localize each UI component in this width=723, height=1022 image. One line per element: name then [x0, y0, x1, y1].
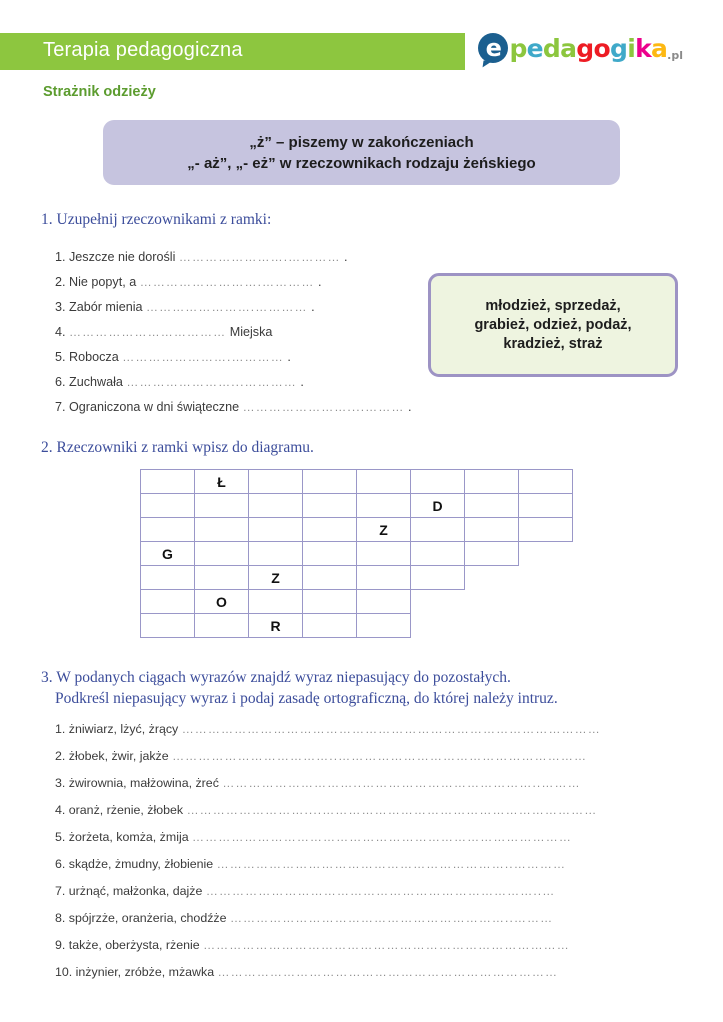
diagram-row	[140, 589, 573, 614]
exercise-3-item	[55, 851, 680, 878]
answer-blank[interactable]: …………………….…………	[178, 250, 341, 264]
diagram-cell-empty[interactable]	[140, 565, 195, 590]
word-bank-line-2: grabież, odzież, podaż,	[474, 317, 632, 333]
answer-blank[interactable]: ……………………....………	[242, 400, 405, 414]
diagram-cell-empty[interactable]	[518, 469, 573, 494]
exercise-1-item-label: 1. Jeszcze nie dorośli	[55, 250, 179, 264]
diagram-cell-empty[interactable]	[248, 541, 303, 566]
diagram-cell-empty[interactable]	[140, 469, 195, 494]
diagram-row	[140, 493, 573, 518]
diagram-cell-filled[interactable]: O	[194, 589, 249, 614]
exercise-3-item	[55, 824, 680, 851]
diagram-row	[140, 541, 573, 566]
logo-letter-5: o	[593, 33, 610, 63]
logo-letter-0: p	[509, 33, 527, 63]
logo-letter-1: e	[526, 33, 543, 63]
logo-letter-2: d	[542, 33, 561, 63]
word-bank-line-1: młodzież, sprzedaż,	[485, 298, 621, 314]
exercise-1-item	[55, 345, 415, 370]
diagram-cell-empty[interactable]	[464, 469, 519, 494]
diagram-cell-empty[interactable]	[464, 517, 519, 542]
diagram-row	[140, 469, 573, 494]
page-header	[0, 0, 723, 100]
logo-letter-6: g	[609, 33, 628, 63]
exercise-1-item-label: 4.	[55, 325, 70, 339]
exercise-3-item-words[interactable]: 6. skądże, żmudny, żłobienie	[55, 857, 217, 871]
diagram-cell-empty[interactable]	[464, 541, 519, 566]
exercise-3-item-words[interactable]: 7. urżnąć, małżonka, dajże	[55, 884, 206, 898]
diagram-cell-empty[interactable]	[194, 517, 249, 542]
exercise-1-item-tail: Miejska	[226, 325, 273, 339]
exercise-1-item-label: 2. Nie popyt, a	[55, 275, 140, 289]
spelling-rule-box	[103, 120, 620, 185]
exercise-1-item-label: 7. Ograniczona w dni świąteczne	[55, 400, 243, 414]
exercise-3-item	[55, 716, 680, 743]
diagram-cell-filled[interactable]: Z	[248, 565, 303, 590]
answer-blank[interactable]: …………………….…………	[146, 300, 308, 314]
exercise-1-item-label: 3. Zabór mienia	[55, 300, 146, 314]
diagram-cell-empty[interactable]	[356, 541, 411, 566]
exercise-3-item-words[interactable]: 10. inżynier, zróbże, mżawka	[55, 965, 218, 979]
diagram-cell-empty[interactable]	[518, 493, 573, 518]
diagram-cell-empty[interactable]	[248, 589, 303, 614]
exercise-1-item	[55, 270, 415, 295]
answer-blank[interactable]: ……………………………………………………………………………………	[181, 722, 601, 736]
answer-blank[interactable]: …………………………………………………………………………	[203, 938, 570, 952]
rule-line-1: „ż” – piszemy w zakończeniach	[249, 133, 474, 151]
answer-blank[interactable]: …………………………..…………………………………..………	[222, 776, 581, 790]
diagram-cell-empty[interactable]	[302, 469, 357, 494]
diagram-cell-empty[interactable]	[248, 469, 303, 494]
diagram-cell-empty[interactable]	[302, 589, 357, 614]
exercise-1-item-tail: .	[283, 350, 291, 364]
diagram-cell-empty[interactable]	[356, 589, 411, 614]
diagram-cell-filled[interactable]: Ł	[194, 469, 249, 494]
answer-blank[interactable]: ……………………………………………………………………	[217, 965, 559, 979]
logo-tld: .pl	[667, 49, 683, 62]
exercise-3-item-words[interactable]: 4. oranż, rżenie, żłobek	[55, 803, 187, 817]
rule-line-2: „- aż”, „- eż” w rzeczownikach rodzaju żeńskiego	[187, 154, 536, 172]
diagram-cell-empty[interactable]	[140, 493, 195, 518]
logo-e-circle-icon: e	[478, 33, 508, 63]
exercise-3-item	[55, 743, 680, 770]
exercise-3-item-words[interactable]: 8. spójrzże, oranżeria, chodźże	[55, 911, 230, 925]
diagram-cell-empty[interactable]	[194, 493, 249, 518]
exercise-1-heading: 1. Uzupełnij rzeczownikami z ramki:	[41, 211, 272, 228]
diagram-cell-empty[interactable]	[464, 493, 519, 518]
exercise-3-item-words[interactable]: 2. żłobek, żwir, jakże	[55, 749, 173, 763]
diagram-cell-empty[interactable]	[302, 493, 357, 518]
diagram-cell-empty[interactable]	[410, 469, 465, 494]
diagram-cell-filled[interactable]: R	[248, 613, 303, 638]
diagram-cell-empty[interactable]	[302, 565, 357, 590]
diagram-cell-empty[interactable]	[248, 517, 303, 542]
diagram-cell-filled[interactable]: Z	[356, 517, 411, 542]
diagram-cell-empty[interactable]	[356, 493, 411, 518]
exercise-1-item-tail: .	[314, 275, 322, 289]
exercise-3-item-words[interactable]: 1. żniwiarz, lżyć, żrący	[55, 722, 182, 736]
exercise-3-list	[55, 716, 680, 986]
crossword-diagram	[140, 469, 573, 638]
exercise-3-heading	[41, 668, 701, 710]
answer-blank[interactable]: ………………………....………………………………………………………	[186, 803, 598, 817]
diagram-cell-empty[interactable]	[248, 493, 303, 518]
diagram-row	[140, 565, 573, 590]
diagram-cell-empty[interactable]	[302, 517, 357, 542]
exercise-3-item	[55, 932, 680, 959]
logo-letter-3: a	[560, 33, 577, 63]
exercise-1-item	[55, 370, 415, 395]
page-title: Terapia pedagogiczna	[43, 39, 243, 61]
exercise-1-item-label: 5. Robocza	[55, 350, 123, 364]
logo-letter-9: a	[651, 33, 668, 63]
diagram-cell-empty[interactable]	[140, 589, 195, 614]
diagram-cell-empty[interactable]	[302, 613, 357, 638]
diagram-cell-empty[interactable]	[302, 541, 357, 566]
diagram-cell-empty[interactable]	[356, 613, 411, 638]
exercise-1-item-tail: .	[307, 300, 315, 314]
exercise-1-item-tail: .	[296, 375, 304, 389]
exercise-1-item-tail: .	[404, 400, 412, 414]
exercise-1-item	[55, 295, 415, 320]
diagram-cell-empty[interactable]	[518, 517, 573, 542]
logo-letter-4: g	[576, 33, 594, 63]
exercise-3-item	[55, 770, 680, 797]
exercise-1-item	[55, 245, 415, 270]
diagram-cell-empty[interactable]	[194, 541, 249, 566]
logo-letter-8: k	[635, 33, 651, 63]
exercise-1-item	[55, 395, 525, 420]
answer-blank[interactable]: ………………………………………………………..………	[229, 911, 554, 925]
answer-blank[interactable]: ……………………...…………	[126, 375, 297, 389]
exercise-3-heading-line-2: Podkreśl niepasujący wyraz i podaj zasadę ortograficzną, do której należy intruz.	[55, 689, 558, 707]
exercise-2-heading: 2. Rzeczowniki z ramki wpisz do diagramu.	[41, 439, 314, 456]
exercise-3-heading-line-1: 3. W podanych ciągach wyrazów znajdź wyraz niepasujący do pozostałych.	[41, 669, 511, 686]
epedagogika-logo	[478, 33, 683, 63]
answer-blank[interactable]: …………………….…………	[122, 350, 284, 364]
answer-blank[interactable]: ………………………………	[69, 325, 227, 339]
diagram-cell-empty[interactable]	[356, 469, 411, 494]
exercise-1-item	[55, 320, 415, 345]
diagram-cell-empty[interactable]	[140, 517, 195, 542]
diagram-row	[140, 613, 573, 638]
answer-blank[interactable]: ……………………….…………	[139, 275, 315, 289]
logo-letter-7: i	[627, 33, 636, 63]
exercise-3-item	[55, 797, 680, 824]
exercise-1-item-label: 6. Zuchwała	[55, 375, 127, 389]
answer-blank[interactable]: ………………………………..…………………………………………………	[172, 749, 588, 763]
answer-blank[interactable]: …………………………………………………………..…………	[216, 857, 567, 871]
exercise-3-item	[55, 878, 680, 905]
diagram-cell-empty[interactable]	[410, 541, 465, 566]
logo-wordmark	[509, 33, 668, 63]
exercise-1-list	[55, 245, 415, 420]
exercise-3-item	[55, 959, 680, 986]
diagram-cell-empty[interactable]	[410, 565, 465, 590]
answer-blank[interactable]: ……………………………………………………………………………	[192, 830, 572, 844]
exercise-1-item-tail: .	[340, 250, 348, 264]
exercise-3-item	[55, 905, 680, 932]
diagram-row	[140, 517, 573, 542]
diagram-cell-empty[interactable]	[140, 613, 195, 638]
diagram-cell-empty[interactable]	[356, 565, 411, 590]
exercise-3-item-words[interactable]: 3. żwirownia, małżowina, żreć	[55, 776, 223, 790]
diagram-cell-filled[interactable]: D	[410, 493, 465, 518]
worksheet-subtitle: Strażnik odzieży	[43, 84, 156, 100]
diagram-cell-empty[interactable]	[194, 613, 249, 638]
exercise-3-item-words[interactable]: 5. żorżeta, komża, żmija	[55, 830, 193, 844]
exercise-3-item-words[interactable]: 9. także, oberżysta, rżenie	[55, 938, 204, 952]
diagram-cell-empty[interactable]	[194, 565, 249, 590]
diagram-cell-filled[interactable]: G	[140, 541, 195, 566]
diagram-cell-empty[interactable]	[410, 517, 465, 542]
word-bank-box	[428, 273, 678, 377]
word-bank-line-3: kradzież, straż	[503, 336, 603, 352]
answer-blank[interactable]: …………………………………………………………………..…	[205, 884, 556, 898]
